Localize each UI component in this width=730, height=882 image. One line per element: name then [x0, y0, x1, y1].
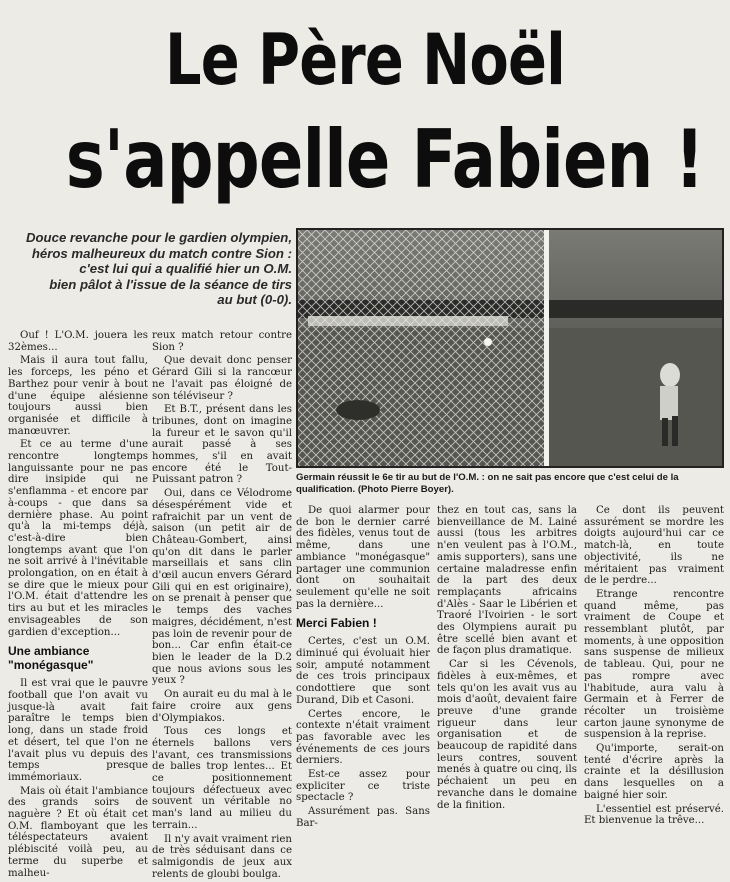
article-column-5: [584, 505, 724, 829]
paragraph: Ce dont ils peuvent assurément se mordre les doigts aujourd'hui car ce match-là, en toute objectivité, ils ne méritaient pas vraiment de le perdre...: [584, 505, 724, 587]
paragraph: Qu'importe, serait-on tenté d'écrire après la crainte et la désillusion dans lesquelles on a baigné hier soir.: [584, 743, 724, 801]
paragraph: Tous ces longs et éternels ballons vers l'avant, ces transmissions de balles trop lentes... Et ce positionnement toujours défectueux avec souvent un véritable no man's land au milieu du terrain...: [152, 726, 292, 831]
paragraph: Est-ce assez pour expliciter ce triste spectacle ?: [296, 769, 430, 804]
paragraph: Car si les Cévenols, fidèles à eux-mêmes, et tels qu'on les avait vus au mois d'août, devaient faire preuve d'une grande rigueur dans leur organisation et de beaucoup de rapidité dans leurs contres, souvent menés à quatre ou cinq, ils péchaient un peu en revanche dans le domaine de la finition.: [437, 659, 577, 811]
article-column-3: [296, 505, 430, 832]
subheading-ambiance: [8, 644, 148, 672]
article-column-4: [437, 505, 577, 813]
deck-line: au but (0-0).: [217, 292, 292, 308]
subheading-line: Une ambiance: [8, 644, 90, 659]
paragraph: De quoi alarmer pour de bon le dernier carré des fidèles, venus tout de même, dans une ambiance "monégasque" partager une communion dont on souhaitait seulement qu'elle ne soit pas la dernière...: [296, 505, 430, 610]
paragraph: Certes, c'est un O.M. diminué qui évoluait hier soir, amputé notamment de ces trois principaux condottiere que sont Durand, Dib et Casoni.: [296, 636, 430, 706]
paragraph: Certes encore, le contexte n'était vraiment pas favorable avec les événements de ces jours derniers.: [296, 708, 430, 767]
paragraph: Oui, dans ce Vélodrome désespérément vide et rafraichit par un vent de saison (un petit air de Château-Gombert, ainsi qu'on dit dans le parler marseillais et sans clin d'œil aucun envers Gérard Gili qui en est originaire), on se prenait à penser que le temps des vaches maigres, décidément, n'est pas loin de revenir pour de bon... Car enfin était-ce bien le leader de la D.2 que nous avions sous les yeux ?: [152, 488, 292, 687]
paragraph: Il n'y avait vraiment rien de très séduisant dans ce salmigondis de jeux aux relents de gloubi boulga.: [152, 833, 292, 880]
paragraph: Il est vrai que le pauvre football que l'on avait vu jusque-là avait fait paraître le temps bien long, dans un stade froid et désert, tel que l'on ne l'avait plus vu depuis des temps presque immémoriaux.: [8, 678, 148, 783]
deck-line: c'est lui qui a qualifié hier un O.M.: [79, 261, 292, 277]
article-column-2: [152, 330, 292, 882]
goal-net-photo-illustration: [298, 230, 722, 466]
deck-line: bien pâlot à l'issue de la séance de tirs: [49, 276, 292, 292]
paragraph: On aurait eu du mal à le faire croire aux gens d'Olympiakos.: [152, 689, 292, 724]
paragraph: Assurément pas. Sans Bar-: [296, 806, 430, 829]
paragraph: L'essentiel est préservé. Et bienvenue la trêve...: [584, 803, 724, 827]
paragraph: reux match retour contre Sion ?: [152, 330, 292, 353]
headline-line-1: Le Père Noël: [165, 19, 565, 101]
subheading-line: "monégasque": [8, 658, 94, 673]
paragraph: Etrange rencontre quand même, pas vraiment de Coupe et ressemblant plutôt, par moments, à une opposition sans suspense de milieux de tableau. Qui, pour ne pas rompre avec l'habitude, aura valu à Germain et à Ferrer de récolter un troisième carton jaune synonyme de suspension à la reprise.: [584, 588, 724, 741]
paragraph: Ouf ! L'O.M. jouera les 32èmes...: [8, 330, 148, 353]
subheading-merci-fabien: Merci Fabien !: [296, 616, 377, 631]
paragraph: Que devait donc penser Gérard Gili si la rancœur ne l'avait pas éloigné de son téléviseur ?: [152, 355, 292, 402]
deck-line: Douce revanche pour le gardien olympien,: [25, 230, 292, 245]
paragraph: Et ce au terme d'une rencontre longtemps languissante pour ne pas dire insipide qui ne s'enflamma - et encore par à-coups - que dans sa dernière phase. Au point qu'à la mi-temps déjà, c'est-à-dire bien longtemps avant que l'on ne soit arrivé à l'inévitable prolongation, on en était à se dire que le mieux pour l'O.M. était d'attendre les tirs au but et les miracles envisageables de son gardien d'exception...: [8, 439, 148, 638]
match-photo: [296, 228, 724, 468]
headline-line-2: s'appelle Fabien !: [65, 113, 704, 206]
paragraph: Et B.T., présent dans les tribunes, dont on imagine la fureur et le savon qu'il aurait passé à ses hommes, s'il en avait encore été le Tout-Puissant patron ?: [152, 404, 292, 486]
paragraph: Mais où était l'ambiance des grands soirs de naguère ? Et où était cet O.M. flamboyant que les téléspectateurs avaient plébiscité voilà peu, au terme du superbe et malheu-: [8, 785, 148, 879]
paragraph: Mais il aura tout fallu, les forceps, les péno et Barthez pour venir à bout d'une équipe alésienne toujours aussi bien organisée et difficile à manœuvrer.: [8, 355, 148, 437]
deck-line: héros malheureux du match contre Sion :: [31, 245, 292, 261]
article-column-1: [8, 330, 148, 881]
article-deck: [8, 230, 292, 308]
paragraph: thez en tout cas, sans la bienveillance de M. Lainé aussi (tous les arbitres n'en veulent pas à l'O.M., amis supporters), sans une certaine maladresse enfin de la part des deux remplaçants africains d'Alès - Saar le Libérien et Traoré l'Ivoirien - le sort des Olympiens aurait pu être scellé bien avant et de façon plus dramatique.: [437, 505, 577, 657]
photo-caption: Germain réussit le 6e tir au but de l'O.M. : on ne sait pas encore que c'est celui de la qualification. (Photo Pierre Boyer).: [296, 472, 679, 495]
